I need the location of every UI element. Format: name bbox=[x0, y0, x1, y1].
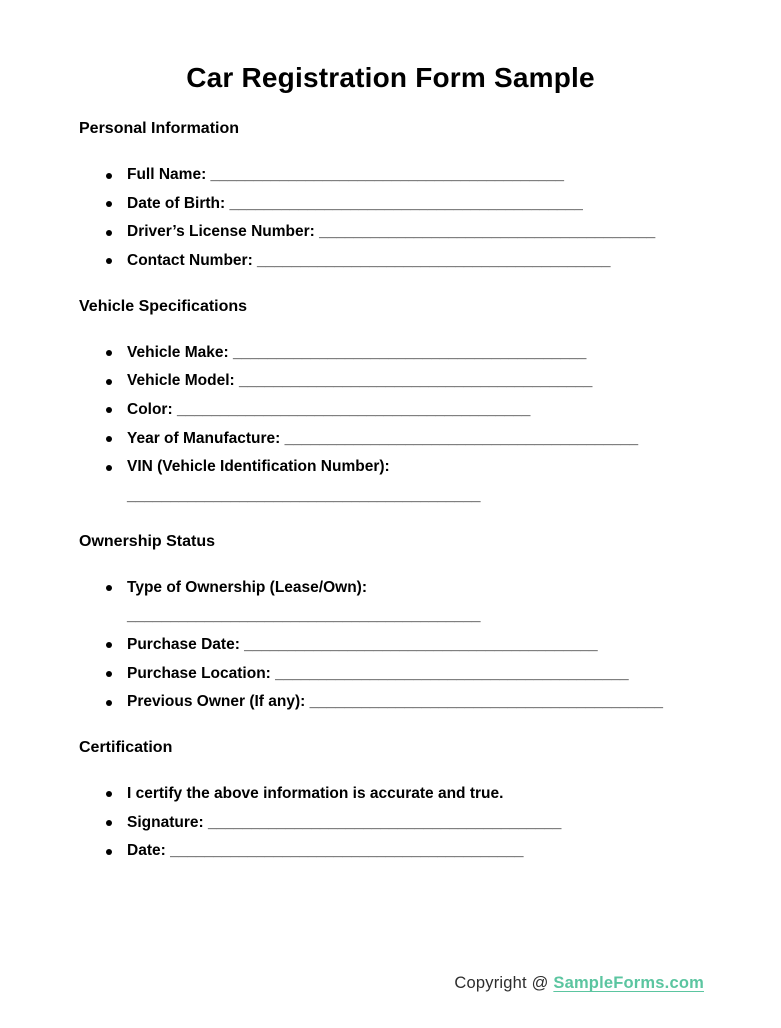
form-field-date bbox=[127, 837, 702, 866]
fill-in-blank: _________________________________________ bbox=[127, 486, 481, 504]
form-field-date-of-birth bbox=[127, 190, 702, 219]
form-field-vehicle-make bbox=[127, 339, 702, 368]
fill-in-blank: _________________________________________ bbox=[229, 194, 583, 212]
field-label: Date: bbox=[127, 842, 166, 860]
fill-in-blank: _________________________________________ bbox=[275, 664, 629, 682]
field-label: Signature: bbox=[127, 813, 204, 831]
section-heading-personal-information: Personal Information bbox=[79, 120, 240, 137]
fill-in-blank: _________________________________________ bbox=[207, 813, 562, 831]
form-field-vin-vehicle-identification-number bbox=[127, 453, 702, 510]
field-label: Purchase Date: bbox=[127, 635, 240, 653]
field-label: Full Name: bbox=[127, 166, 207, 183]
field-list-vehicle-specifications bbox=[79, 339, 702, 511]
field-label: Date of Birth: bbox=[127, 194, 226, 212]
field-label: Previous Owner (If any): bbox=[127, 693, 306, 711]
field-label: Year of Manufacture: bbox=[127, 429, 281, 447]
form-body bbox=[79, 119, 702, 866]
form-field-color bbox=[127, 396, 702, 425]
form-field-type-of-ownership-lease-own bbox=[127, 574, 702, 631]
field-list-certification bbox=[79, 780, 702, 866]
field-label: Vehicle Model: bbox=[127, 372, 235, 390]
form-field-driver-s-license-number bbox=[127, 218, 702, 247]
footer bbox=[454, 971, 704, 995]
field-list-ownership-status bbox=[79, 574, 702, 717]
field-label: Contact Number: bbox=[127, 251, 253, 269]
copyright-text: Copyright @ bbox=[454, 974, 549, 992]
fill-in-blank: _________________________________________ bbox=[284, 429, 639, 447]
sampleforms-link[interactable]: SampleForms.com bbox=[553, 974, 704, 992]
field-label: Purchase Location: bbox=[127, 664, 271, 682]
section-heading-vehicle-specifications: Vehicle Specifications bbox=[79, 297, 248, 315]
field-label: Driver’s License Number: bbox=[127, 223, 315, 241]
form-field-i-certify-the-above-information-is-accurate-and-true bbox=[127, 780, 702, 809]
fill-in-blank: _________________________________________ bbox=[309, 693, 664, 711]
form-field-vehicle-model bbox=[127, 367, 702, 396]
form-field-year-of-manufacture bbox=[127, 425, 702, 454]
section-heading-certification: Certification bbox=[79, 738, 173, 756]
form-field-contact-number bbox=[127, 247, 702, 276]
fill-in-blank: _________________________________________ bbox=[232, 343, 587, 361]
fill-in-blank: _________________________________________ bbox=[170, 842, 524, 860]
page-title: Car Registration Form Sample bbox=[186, 62, 595, 93]
field-label: Type of Ownership (Lease/Own): bbox=[127, 578, 367, 596]
field-label: Vehicle Make: bbox=[127, 343, 229, 361]
fill-in-blank: _______________________________________ bbox=[319, 223, 656, 241]
form-field-previous-owner-if-any bbox=[127, 688, 702, 717]
field-label: Color: bbox=[127, 400, 173, 418]
field-label: VIN (Vehicle Identification Number): bbox=[127, 458, 390, 476]
section-heading-ownership-status: Ownership Status bbox=[79, 532, 216, 550]
form-field-purchase-date bbox=[127, 631, 702, 660]
fill-in-blank: _________________________________________ bbox=[238, 372, 593, 390]
fill-in-blank: _________________________________________ bbox=[257, 251, 611, 269]
fill-in-blank: _________________________________________ bbox=[176, 400, 531, 418]
fill-in-blank: _________________________________________ bbox=[127, 607, 481, 625]
fill-in-blank: _________________________________________ bbox=[210, 166, 564, 183]
fill-in-blank: _________________________________________ bbox=[244, 635, 598, 653]
form-field-signature bbox=[127, 809, 702, 838]
field-list-personal-information bbox=[79, 161, 702, 276]
form-field-purchase-location bbox=[127, 660, 702, 689]
field-label: I certify the above information is accurate and true. bbox=[127, 784, 504, 802]
form-field-full-name bbox=[127, 161, 702, 190]
